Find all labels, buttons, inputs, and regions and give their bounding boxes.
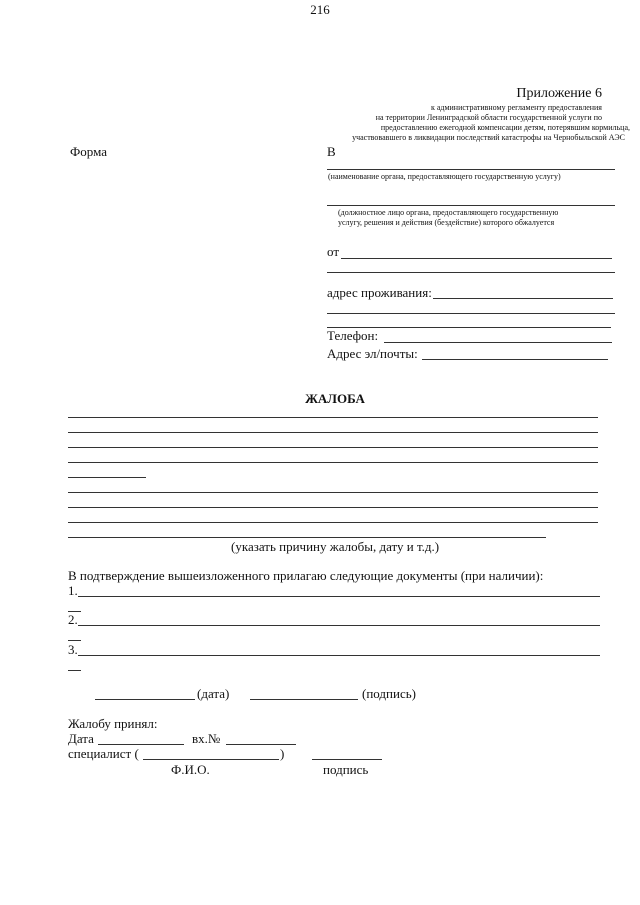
address-line-1[interactable] xyxy=(433,298,613,299)
document-item-2-line[interactable] xyxy=(78,625,600,626)
addressee-to-prefix: В xyxy=(327,144,336,159)
document-item-3-label: 3. xyxy=(68,642,78,657)
appendix-line-1: к административному регламенту предоставления xyxy=(430,103,602,112)
document-item-3-line[interactable] xyxy=(78,655,600,656)
document-item-3-tail xyxy=(68,670,81,671)
document-item-1-line[interactable] xyxy=(78,596,600,597)
addressee-official-hint-2: услугу, решения и действия (бездействие) которого обжалуется xyxy=(338,218,555,227)
complaint-line-3[interactable] xyxy=(68,447,598,448)
complaint-reason-hint: (указать причину жалобы, дату и т.д.) xyxy=(231,539,440,554)
signature-label: (подпись) xyxy=(362,686,416,701)
phone-line[interactable] xyxy=(384,342,612,343)
complaint-line-6[interactable] xyxy=(68,492,598,493)
receipt-incoming-label: вх.№ xyxy=(192,731,221,746)
appendix-title: Приложение 6 xyxy=(516,86,602,101)
receipt-fio-label: Ф.И.О. xyxy=(171,762,210,777)
appendix-line-2: на территории Ленинградской области государственной услуги по xyxy=(375,113,602,122)
complaint-line-2[interactable] xyxy=(68,432,598,433)
appendix-line-4: участвовавшего в ликвидации последствий катастрофы на Чернобыльской АЭС xyxy=(352,133,625,142)
address-line-2[interactable] xyxy=(327,313,615,314)
document-item-2-tail xyxy=(68,640,81,641)
addressee-official-line xyxy=(327,205,615,206)
complaint-line-4[interactable] xyxy=(68,462,598,463)
form-label: Форма xyxy=(70,144,107,159)
date-line[interactable] xyxy=(95,699,195,700)
address-label: адрес проживания: xyxy=(327,285,432,300)
receipt-date-line[interactable] xyxy=(98,744,184,745)
signature-line[interactable] xyxy=(250,699,358,700)
phone-label: Телефон: xyxy=(327,328,379,343)
receipt-specialist-label: специалист ( xyxy=(68,746,139,761)
complaint-line-5[interactable] xyxy=(68,477,146,478)
receipt-sign-label: подпись xyxy=(323,762,369,777)
complaint-line-1[interactable] xyxy=(68,417,598,418)
document-item-1-label: 1. xyxy=(68,583,78,598)
document-item-2-label: 2. xyxy=(68,612,78,627)
from-label: от xyxy=(327,244,340,259)
appendix-line-3: предоставлению ежегодной компенсации детям, потерявшим кормильца, xyxy=(380,123,630,132)
page-number: 216 xyxy=(310,2,330,17)
date-label: (дата) xyxy=(197,686,230,701)
addressee-org-hint: (наименование органа, предоставляющего государственную услугу) xyxy=(328,172,561,181)
receipt-sign-line[interactable] xyxy=(312,759,382,760)
receipt-date-label: Дата xyxy=(68,731,94,746)
email-line[interactable] xyxy=(422,359,608,360)
addressee-org-line xyxy=(327,169,615,170)
receipt-accepted: Жалобу принял: xyxy=(68,716,158,731)
email-label: Адрес эл/почты: xyxy=(327,346,418,361)
complaint-line-8[interactable] xyxy=(68,522,598,523)
receipt-incoming-line[interactable] xyxy=(226,744,296,745)
complaint-line-7[interactable] xyxy=(68,507,598,508)
addressee-official-hint-1: (должностное лицо органа, предоставляющего государственную xyxy=(338,208,559,217)
receipt-fio-line[interactable] xyxy=(143,759,279,760)
complaint-line-9[interactable] xyxy=(68,537,546,538)
from-line-1[interactable] xyxy=(341,258,612,259)
complaint-title: ЖАЛОБА xyxy=(305,391,365,406)
from-line-2[interactable] xyxy=(327,272,615,273)
documents-intro: В подтверждение вышеизложенного прилагаю следующие документы (при наличии): xyxy=(68,568,544,583)
receipt-close-paren: ) xyxy=(280,746,285,761)
